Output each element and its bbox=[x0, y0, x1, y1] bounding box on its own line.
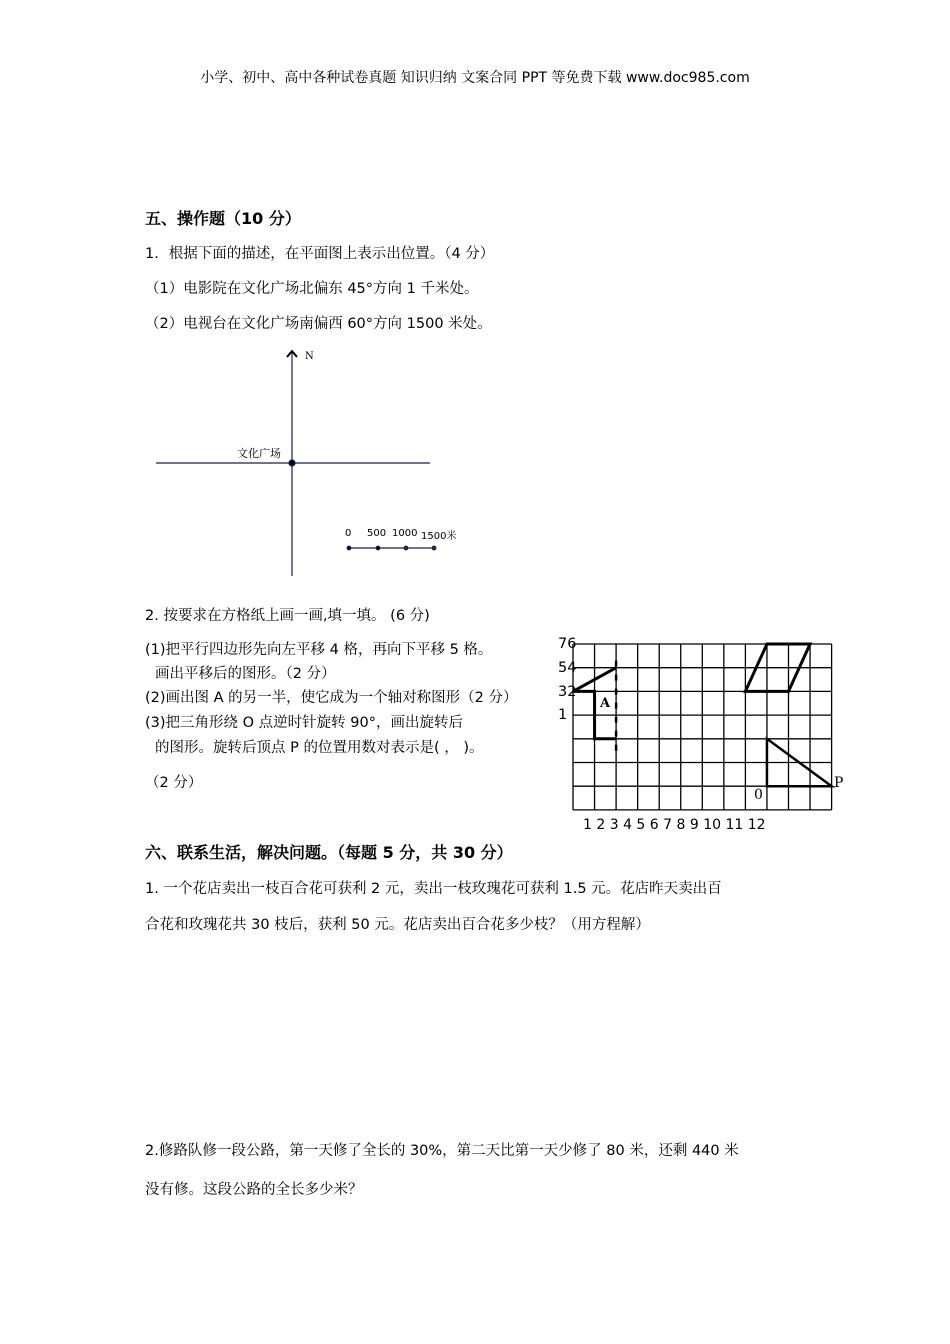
question-1-part-1: （1）电影院在文化广场北偏东 45°方向 1 千米处。 bbox=[145, 281, 479, 297]
question-2-part-1: (1)把平行四边形先向左平移 4 格，再向下平移 5 格。 bbox=[145, 642, 493, 658]
scale-label-1000: 1000 bbox=[392, 528, 418, 539]
center-label: 文化广场 bbox=[237, 447, 281, 460]
scale-label-1500: 1500米 bbox=[421, 531, 457, 542]
grid-y-label: 32 bbox=[558, 684, 577, 700]
compass-map bbox=[156, 351, 436, 576]
problem-2-line-2: 没有修。这段公路的全长多少米？ bbox=[145, 1182, 363, 1198]
scale-label-500: 500 bbox=[367, 528, 387, 539]
north-label: N bbox=[305, 351, 314, 362]
question-1-part-2: （2）电视台在文化广场南偏西 60°方向 1500 米处。 bbox=[145, 316, 492, 332]
point-o-label: 0 bbox=[754, 787, 763, 803]
point-p-label: P bbox=[834, 775, 844, 791]
question-2-part-2: (2)画出图 A 的另一半，使它成为一个轴对称图形（2 分） bbox=[145, 690, 518, 706]
question-2-part-1b: 画出平移后的图形。（2 分） bbox=[155, 666, 336, 682]
grid-y-label: 54 bbox=[558, 660, 577, 676]
question-2-part-3: (3)把三角形绕 O 点逆时针旋转 90°，画出旋转后 bbox=[145, 715, 463, 731]
figure-a-label: A bbox=[600, 696, 611, 711]
problem-1-line-1: 1. 一个花店卖出一枝百合花可获利 2 元，卖出一枝玫瑰花可获利 1.5 元。花店昨天卖出百 bbox=[145, 881, 722, 897]
problem-2-line-1: 2.修路队修一段公路，第一天修了全长的 30%，第二天比第一天少修了 80 米，还剩 440 米 bbox=[145, 1143, 739, 1159]
question-2-part-3b: 的图形。旋转后顶点 P 的位置用数对表示是( ， )。 bbox=[155, 740, 484, 756]
question-2-part-3c: （2 分） bbox=[145, 775, 203, 791]
section-5-title: 五、操作题（10 分） bbox=[145, 209, 301, 228]
grid-y-label: 1 bbox=[558, 707, 568, 723]
center-point bbox=[289, 460, 295, 466]
problem-1-line-2: 合花和玫瑰花共 30 枝后，获利 50 元。花店卖出百合花多少枝？（用方程解） bbox=[145, 917, 650, 933]
grid-x-labels: 1 2 3 4 5 6 7 8 9 10 11 12 bbox=[583, 817, 766, 833]
grid-y-label: 76 bbox=[558, 636, 577, 652]
scale-label-0: 0 bbox=[345, 528, 352, 539]
section-6-title: 六、联系生活，解决问题。（每题 5 分，共 30 分） bbox=[145, 843, 513, 862]
question-1: 1．根据下面的描述，在平面图上表示出位置。（4 分） bbox=[145, 246, 495, 262]
page-header: 小学、初中、高中各种试卷真题 知识归纳 文案合同 PPT 等免费下载 www.doc985.com bbox=[200, 70, 750, 86]
question-2: 2. 按要求在方格纸上画一画,填一填。 (6 分) bbox=[145, 608, 430, 624]
